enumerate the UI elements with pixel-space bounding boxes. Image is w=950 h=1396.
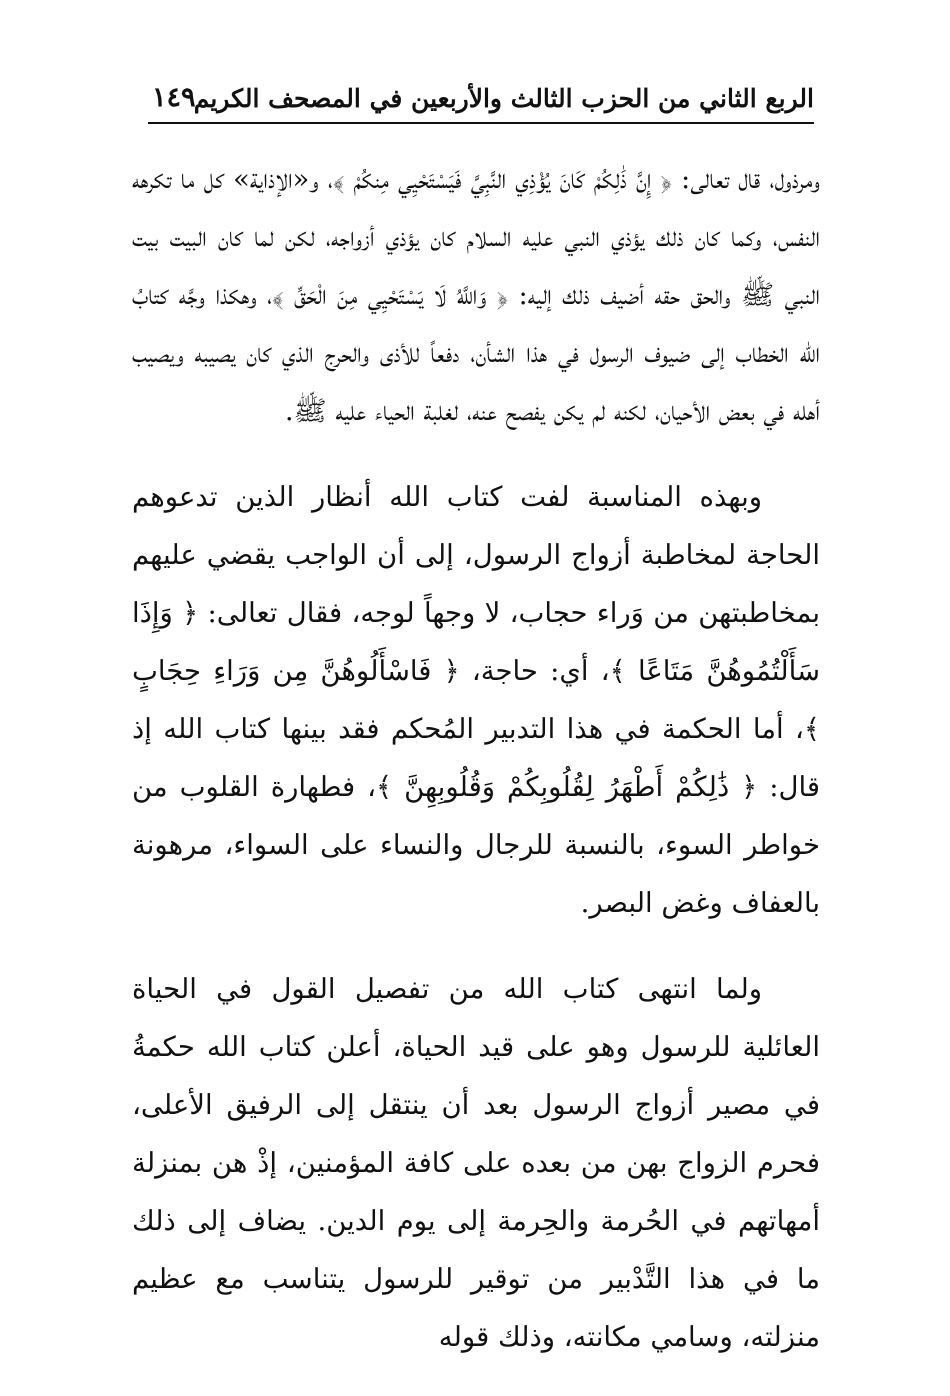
page-number: ١٤٩ <box>152 82 196 113</box>
paragraph-1: ومرذول، قال تعالى: ﴿ إِنَّ ذَٰلِكُمْ كَانَ يُؤْذِي النَّبِيَّ فَيَسْتَحْيِي مِنكُمْ ﴾، و«الإذاية» كل ما تكرهه النفس، وكما كان ذلك يؤذي النبي عليه السلام كان يؤذي أزواجه، لكن لما كان البيت بيت النبي ﷺ والحق حقه أضيف ذلك إليه: ﴿ وَاللَّهُ لَا يَسْتَحْيِي مِنَ الْحَقِّ ﴾، وهكذا وجَّه كتابُ الله الخطاب إلى ضيوف الرسول في هذا الشأن، دفعاً للأذى والحرج الذي كان يصيبه ويصيب أهله في بعض الأحيان، لكنه لم يكن يفصح عنه، لغلبة الحياء عليه ﷺ. <box>132 163 820 427</box>
paragraph-2: وبهذه المناسبة لفت كتاب الله أنظار الذين تدعوهم الحاجة لمخاطبة أزواج الرسول، إلى أن الواجب يقضي عليهم بمخاطبتهن من وَراء حجاب، لا وجهاً لوجه، فقال تعالى: ﴿ وَإِذَا سَأَلْتُمُوهُنَّ مَتَاعًا ﴾، أي: حاجة، ﴿ فَاسْأَلُوهُنَّ مِن وَرَاءِ حِجَابٍ ﴾، أما الحكمة في هذا التدبير المُحكم فقد بينها كتاب الله إذ قال: ﴿ ذَٰلِكُمْ أَطْهَرُ لِقُلُوبِكُمْ وَقُلُوبِهِنَّ ﴾، فطهارة القلوب من خواطر السوء، بالنسبة للرجال والنساء على السواء، مرهونة بالعفاف وغض البصر. <box>132 481 820 919</box>
running-title: الربع الثاني من الحزب الثالث والأربعين في المصحف الكريم <box>193 84 814 113</box>
paragraph-3: ولما انتهى كتاب الله من تفصيل القول في الحياة العائلية للرسول وهو على قيد الحياة، أعلن كتاب الله حكمةُ في مصير أزواج الرسول بعد أن ينتقل إلى الرفيق الأعلى، فحرم الزواج بهن من بعده على كافة المؤمنين، إذْ هن بمنزلة أمهاتهم في الحُرمة والحِرمة إلى يوم الدين. يضاف إلى ذلك ما في هذا التَّدْبير من توقير للرسول يتناسب مع عظيم منزلته، وسامي مكانته، وذلك قوله <box>132 973 820 1353</box>
body-text <box>132 150 820 1366</box>
running-header <box>148 82 814 124</box>
